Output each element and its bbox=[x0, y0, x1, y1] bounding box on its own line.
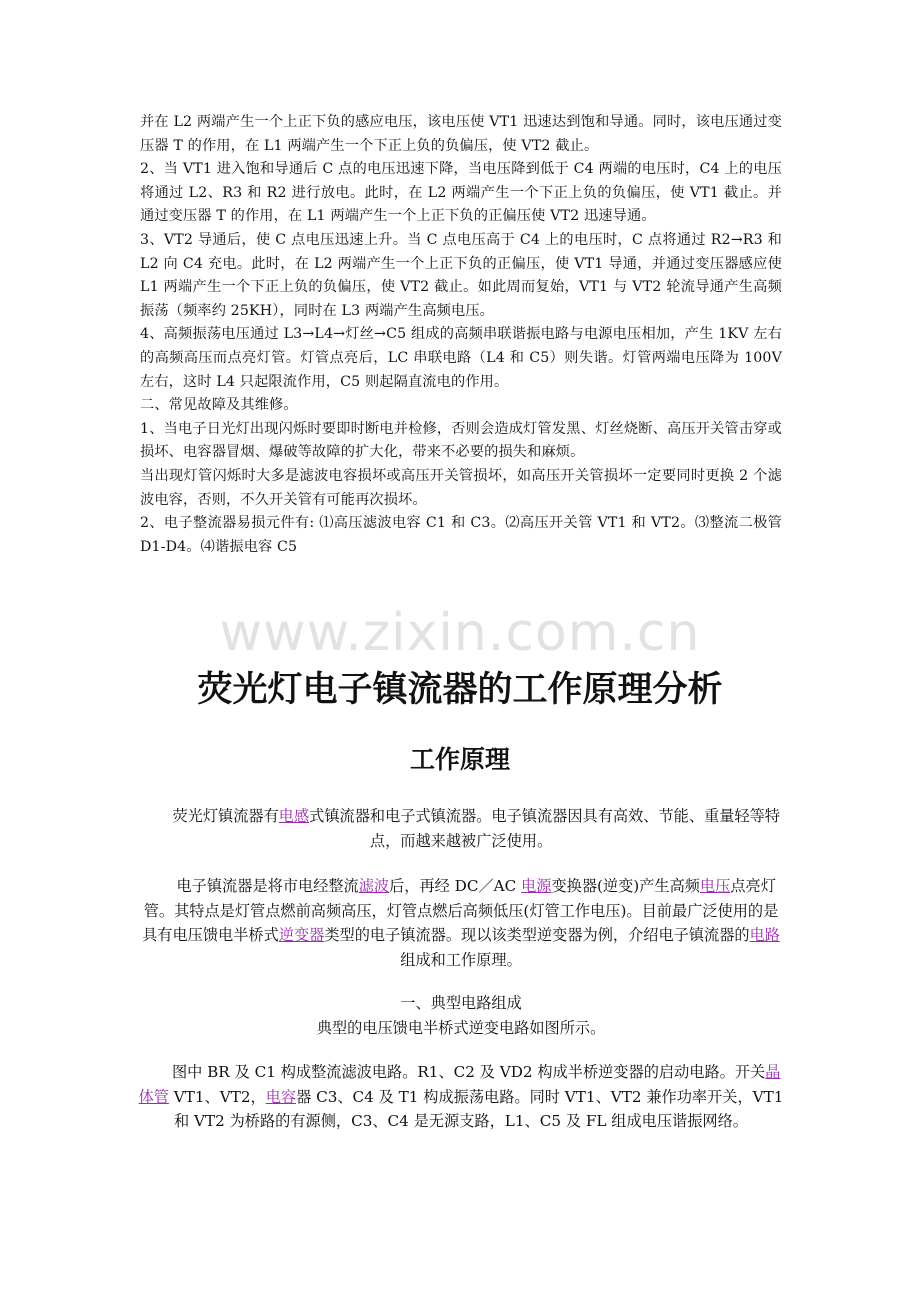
text-span: 器 C3、C4 及 T1 构成振荡电路。同时 VT1、VT2 兼作功率开关，VT1 和 VT2 为桥路的有源侧，C3、C4 是无源支路，L1、C5 及 FL 组成电压谐振网络。 bbox=[173, 1087, 784, 1130]
section-heading-circuit: 一、典型电路组成 bbox=[400, 994, 522, 1012]
link-filter[interactable]: 滤波 bbox=[358, 877, 390, 895]
link-voltage[interactable]: 电压 bbox=[699, 877, 731, 895]
text-span: 组成和工作原理。 bbox=[400, 950, 522, 969]
link-circuit[interactable]: 电路 bbox=[749, 926, 780, 944]
paragraph-fault-note: 当出现灯管闪烁时大多是滤波电容损坏或高压开关管损坏，如高压开关管损坏一定要同时更换 2 个滤波电容，否则，不久开关管有可能再次损坏。 bbox=[140, 467, 782, 508]
text-span: 荧光灯镇流器有 bbox=[172, 807, 279, 825]
text-span: 变换器(逆变)产生高频 bbox=[551, 877, 700, 895]
section-heading-faults: 二、常见故障及其维修。 bbox=[140, 397, 298, 414]
text-span: VT1、VT2， bbox=[168, 1087, 266, 1106]
paragraph-item-4: 4、高频振荡电压通过 L3→L4→灯丝→C5 组成的高频串联谐振电路与电源电压相加，产生 1KV 左右的高频高压而点亮灯管。灯管点亮后，LC 串联电路（L4 和 C5）则失谐。灯管两端电压降为 100V 左右，这时 L4 只起限流作用，C5 则起隔直流电的作用。 bbox=[140, 326, 782, 390]
link-power-supply[interactable]: 电源 bbox=[521, 877, 552, 895]
text-span: 类型的电子镇流器。现以该类型逆变器为例，介绍电子镇流器的 bbox=[324, 926, 750, 944]
link-inductor[interactable]: 电感 bbox=[278, 807, 310, 825]
link-transistor[interactable]: 晶体管 bbox=[138, 1063, 781, 1106]
section-title: 工作原理 bbox=[409, 745, 510, 774]
figure-caption: 典型的电压馈电半桥式逆变电路如图所示。 bbox=[316, 1018, 606, 1037]
circuit-description bbox=[138, 1060, 784, 1134]
intro-paragraph-1 bbox=[138, 804, 784, 853]
paragraph-fault-2: 2、电子整流器易损元件有: ⑴高压滤波电容 C1 和 C3。⑵高压开关管 VT1 和 VT2。⑶整流二极管 D1-D4。⑷谐振电容 C5 bbox=[140, 515, 782, 555]
section-1 bbox=[138, 991, 784, 1040]
link-capacitor[interactable]: 电容 bbox=[265, 1087, 297, 1106]
paragraph-item-2: 2、当 VT1 进入饱和导通后 C 点的电压迅速下降，当电压降到低于 C4 两端的电压时，C4 上的电压将通过 L2、R3 和 R2 进行放电。此时，在 L2 两端产生一个下正上负的负偏压，使 VT1 截止。并通过变压器 T 的作用，在 L1 两端产生一个上正下负的正偏压使 VT2 迅速导通。 bbox=[140, 161, 782, 225]
link-inverter[interactable]: 逆变器 bbox=[278, 926, 325, 944]
text-span: 图中 BR 及 C1 构成整流滤波电路。R1、C2 及 VD2 构成半桥逆变器的启动电路。开关 bbox=[171, 1063, 766, 1081]
text-span: 点亮灯管。其特点是灯管点燃前高频高压，灯管点燃后高频低压(灯管工作电压)。目前最广泛使用的是具有电压馈电半桥式 bbox=[142, 877, 779, 944]
text-span: 式镇流器和电子式镇流器。电子镇流器因具有高效、节能、重量轻等特点，而越来越被广泛使用。 bbox=[309, 807, 780, 850]
text-span: 电子镇流器是将市电经整流 bbox=[176, 877, 359, 895]
paragraph-circuit bbox=[138, 1060, 784, 1134]
paragraph-electronic-ballast bbox=[138, 874, 784, 972]
continued-text-section bbox=[140, 111, 782, 559]
intro-paragraph-2 bbox=[138, 874, 784, 972]
watermark: www.zixin.com.cn bbox=[219, 603, 701, 663]
page-title: 荧光灯电子镇流器的工作原理分析 bbox=[197, 669, 723, 710]
paragraph-fault-1: 1、当电子日光灯出现闪烁时要即时断电并检修，否则会造成灯管发黑、灯丝烧断、高压开关管击穿或损坏、电容器冒烟、爆破等故障的扩大化，带来不必要的损失和麻烦。 bbox=[140, 420, 782, 461]
text-span: 后，再经 DC／AC bbox=[389, 877, 522, 895]
paragraph-ballast-types bbox=[138, 804, 784, 853]
paragraph-item-3: 3、VT2 导通后，使 C 点电压迅速上升。当 C 点电压高于 C4 上的电压时，C 点将通过 R2→R3 和 L2 向 C4 充电。此时，在 L2 两端产生一个上正下负的正偏压，使 VT1 导通，并通过变压器感应使 L1 两端产生一个下正上负的负偏压，使 VT2 截止。如此周而复始，VT1 与 VT2 轮流导通产生高频振荡（频率约 25KH），同时在 L3 两端产生高频电压。 bbox=[140, 231, 782, 319]
paragraph-continuation: 并在 L2 两端产生一个上正下负的感应电压，该电压使 VT1 迅速达到饱和导通。同时，该电压通过变压器 T 的作用，在 L1 两端产生一个下正上负的负偏压，使 VT2 截止。 bbox=[140, 114, 782, 154]
